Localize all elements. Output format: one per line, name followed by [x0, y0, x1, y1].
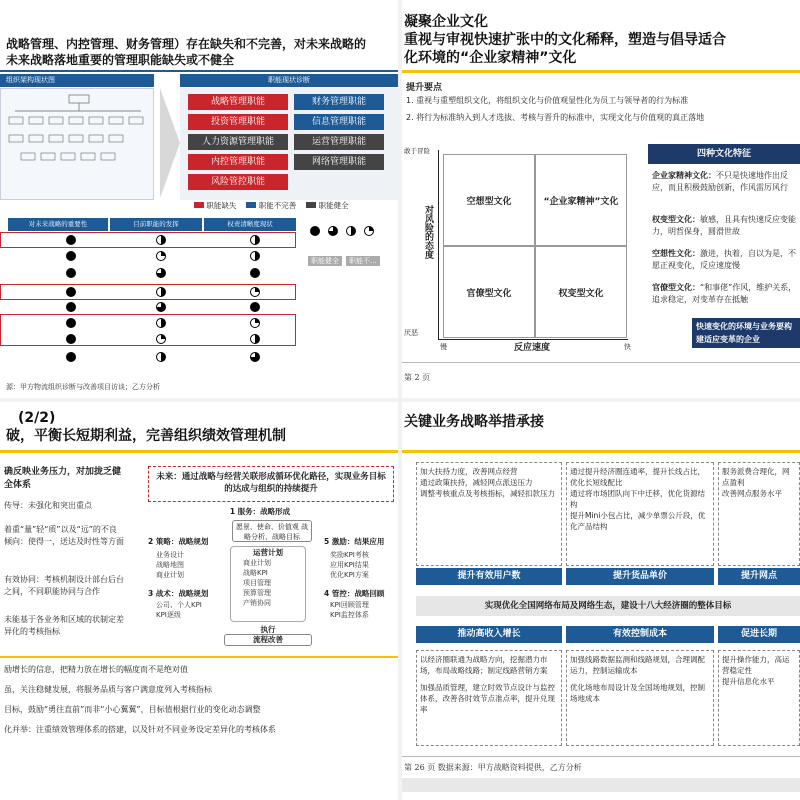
col2-item-3: 提升Mini小包占比，减少单票公斤段，优化产品结构 — [570, 511, 706, 531]
goal-cost: 有效控制成本 — [566, 626, 714, 643]
goal-unit-price: 提升货品单价 — [566, 568, 714, 585]
page-number: 第 2 页 — [404, 373, 431, 382]
func-strategy: 战略管理职能 — [188, 94, 288, 110]
slide-number: (2/2) — [18, 410, 56, 426]
org-chart — [0, 88, 154, 200]
func-finance: 财务管理职能 — [294, 94, 384, 110]
col5-item-2: 优化场地布局设计及全国场地规划，控制场地成本 — [570, 683, 705, 703]
col2-item-1: 通过提升经济圈连通率，提升长线占比，优化长短线配比 — [570, 467, 705, 487]
col-header-importance: 对未来战略的重要性 — [8, 218, 108, 231]
right-item-1: 奖励KPI考核 — [330, 551, 369, 559]
col1-item-2: 通过政策扶持，减轻网点派送压力 — [420, 478, 533, 487]
quadrant-entrepreneur: “企业家精神”文化 — [535, 154, 627, 246]
ops-item-1: 商业计划 — [243, 559, 271, 567]
quadrant-idealist: 空想型文化 — [443, 154, 535, 246]
mgmt-item-1: KPI回顾管理 — [330, 601, 369, 609]
trait-bureaucratic-desc: “和事佬”作风，维护关系，追求稳定，对变革存在抵触 — [652, 283, 797, 304]
bottom-item-1: 公司、个人KPI — [156, 601, 202, 609]
ops-item-3: 项目管理 — [243, 579, 271, 587]
left-item-1: 业务设计 — [156, 551, 184, 559]
process-improve-box: 流程改善 — [224, 634, 312, 646]
execute-label: 执行 — [260, 625, 276, 634]
bottom-item-2: KPI逐级 — [156, 611, 181, 619]
issue-2: 着重“量”轻“质”以及“远”的不良倾向：使得一，送达及时性等方面 — [4, 525, 124, 546]
current-header: 确反映业务压力，对加拢乏健全体系 — [4, 467, 122, 490]
trait-entrepreneur-title: 企业家精神文化： — [652, 171, 716, 180]
slide-title: 关键业务战略举措承接 — [404, 414, 544, 430]
right-item-2: 应用KPI结果 — [330, 561, 369, 569]
slide-title-line1: 凝聚企业文化 — [404, 14, 488, 30]
slide-title-line3: 化环境的“企业家精神”文化 — [404, 50, 577, 66]
col1-item-1: 加大扶持力度，改善网点经营 — [420, 467, 518, 476]
slide-performance — [0, 402, 398, 800]
col-header-current: 目前职能的发挥 — [110, 218, 202, 231]
initiative-col-5 — [566, 650, 714, 746]
trait-bureaucratic-title: 官僚型文化： — [652, 283, 700, 292]
step-3: 3 战术：战略规划 — [148, 589, 209, 598]
goal-longterm: 促进长期 — [718, 626, 800, 643]
slide-functional-diagnosis — [0, 0, 398, 398]
measure-3: 目标，鼓励“勇往直前”而非“小心翼翼”，目标值根据行业的变化动态调整 — [4, 705, 261, 714]
trait-bureaucratic — [652, 282, 800, 306]
step-1: 1 服务：战略形成 — [229, 507, 291, 516]
issue-1: 传导：未强化和突出重点 — [4, 501, 92, 510]
initiative-col-2 — [566, 462, 714, 566]
legend-incomplete: 职能不完善 — [258, 201, 297, 210]
col-header-clarity: 权责清晰度现状 — [204, 218, 296, 231]
legend-missing: 职能缺失 — [206, 201, 237, 210]
trait-idealist-desc: 激进，执着，自以为是，不愿正视变化，反应速度慢 — [652, 249, 796, 270]
title-rule — [0, 450, 398, 453]
section-rule — [0, 656, 398, 658]
harvey-legend-2 — [308, 256, 380, 266]
trait-entrepreneur-desc: 不只是快速地作出反应，而且积极鼓励创新，作风雷厉风行 — [652, 171, 788, 192]
y-axis-top: 敢于冒险 — [404, 147, 430, 155]
slide-title-line2: 未来战略落地重要的管理职能缺失或不健全 — [6, 53, 235, 67]
bottom-band — [402, 778, 800, 792]
col3-item-1: 服务派费合理化，网点盈利 — [722, 467, 790, 487]
initiative-col-4 — [416, 650, 562, 746]
slide-title-line1: 战略管理、内控管理、财务管理）存在缺失和不完善，对未来战略的 — [6, 37, 367, 51]
y-axis-label: 对风险的态度 — [423, 205, 433, 259]
future-box: 未来：通过战略与经营关联形成循环优化路径，实现业务目标的达成与组织的持续提升 — [148, 466, 394, 502]
ops-plan-box — [230, 546, 306, 622]
function-grid — [180, 88, 398, 200]
conclusion-box: 快速变化的环境与业务要构建适应变革的企业 — [692, 318, 800, 348]
func-control: 内控管理职能 — [188, 154, 288, 170]
x-axis-left: 慢 — [440, 343, 447, 351]
trait-idealist — [652, 248, 800, 272]
trait-entrepreneur — [652, 170, 800, 194]
col6-item-2: 提升信息化水平 — [722, 677, 775, 686]
initiative-col-1 — [416, 462, 562, 566]
trait-contingent-desc: 敏感，且具有快速反应变能力，明哲保身，圆滑世故 — [652, 215, 796, 236]
step-2: 2 策略：战略规划 — [148, 537, 209, 546]
legend2-incomplete: 职能不... — [346, 256, 380, 266]
footer-source: 第 26 页 数据来源：甲方战略资料提供，乙方分析 — [404, 763, 582, 772]
goal-revenue: 推动高收入增长 — [416, 626, 562, 643]
func-investment: 投资管理职能 — [188, 114, 288, 130]
trait-idealist-title: 空想性文化： — [652, 249, 700, 258]
point-2: 2. 将行为标准纳入到人才选拔、考核与晋升的标准中，实现文化与价值观的真正落地 — [406, 113, 705, 122]
slide-title: 破，平衡长短期利益，完善组织绩效管理机制 — [6, 428, 286, 444]
arrow-shape — [160, 88, 180, 198]
points-header: 提升要点 — [406, 83, 443, 93]
col4-item-2: 加强品质管理，建立时效节点设计与监控体系，改善各时效节点准点率，提升兑现率 — [420, 683, 555, 714]
ops-plan-title: 运营计划 — [253, 548, 283, 557]
col3-item-2: 改善网点服务水平 — [722, 489, 782, 498]
org-chart-header: 组织架构现状图 — [0, 74, 154, 87]
title-rule — [0, 70, 398, 72]
col4-item-1: 以经济圈联通为战略方向，挖掘潜力市场，布局战略线路；制定线路营销方案 — [420, 655, 548, 675]
initiative-col-6 — [718, 650, 800, 746]
issue-4: 未能基于各业务和区域的状制定差异化的考核指标 — [4, 615, 124, 636]
x-axis-right: 快 — [624, 343, 631, 351]
left-item-2: 战略地图 — [156, 561, 184, 569]
footer-rule — [402, 362, 800, 363]
ops-item-5: 产销协同 — [243, 599, 271, 607]
footer-source: 源：甲方物流组织诊断与改善项目访谈；乙方分析 — [6, 383, 160, 391]
func-info: 信息管理职能 — [294, 114, 384, 130]
harvey-legend-1 — [308, 226, 398, 240]
footer-rule — [402, 756, 800, 757]
issue-3: 有效协同：考核机制设计部台后台之间，不同职能协同与合作 — [4, 575, 124, 596]
measure-4: 化并举：注重绩效管理体系的搭建，以及针对不同业务设定差异化的考核体系 — [4, 725, 276, 734]
cycle-diagram — [148, 506, 394, 646]
title-rule — [402, 450, 800, 453]
goal-network: 提升网点 — [718, 568, 800, 585]
mgmt-item-2: KPI监控体系 — [330, 611, 369, 619]
quadrant-contingent: 权变型文化 — [535, 246, 627, 338]
col2-item-2: 通过将市场团队向下中迁移，优化货源结构 — [570, 489, 705, 509]
y-axis-bottom: 厌恶 — [404, 329, 418, 337]
step-5: 5 激励：结果应用 — [324, 537, 385, 546]
function-legend — [194, 200, 349, 211]
func-hr: 人力资源管理职能 — [188, 134, 288, 150]
x-axis-label: 反应速度 — [514, 343, 551, 353]
harvey-table — [0, 232, 300, 374]
step-4: 4 管控：战略回顾 — [324, 589, 385, 598]
legend-healthy: 职能健全 — [318, 201, 349, 210]
col1-item-3: 调整考核重点及考核指标，减轻扣款压力 — [420, 489, 555, 498]
overall-goal-banner: 实现优化全国网络布局及网络生态，建设十八大经济圈的整体目标 — [416, 596, 800, 616]
trait-contingent-title: 权变型文化： — [652, 215, 700, 224]
ops-item-2: 战略KPI — [243, 569, 268, 577]
col6-item-1: 提升操作能力，高运营稳定性 — [722, 655, 790, 675]
measure-1: 励增长的信息，把精力放在增长的幅度而不是绝对值 — [4, 665, 188, 674]
title-rule — [402, 70, 800, 73]
quadrant-bureaucratic: 官僚型文化 — [443, 246, 535, 338]
trait-contingent — [652, 214, 800, 238]
legend2-healthy: 职能健全 — [308, 256, 342, 266]
measure-2: 虽，关注稳健发展，将服务品质与客户满意度列入考核指标 — [4, 685, 212, 694]
slide-title-line2: 重视与审视快速扩张中的文化稀释，塑造与倡导适合 — [404, 32, 726, 48]
left-item-3: 商业计划 — [156, 571, 184, 579]
vision-box: 愿景、使命、价值观 战略分析、战略目标 — [232, 520, 312, 542]
org-chart-diagram — [1, 89, 155, 201]
func-network: 网络管理职能 — [294, 154, 384, 170]
slide-culture — [402, 0, 800, 398]
col5-item-1: 加强线路数据监测和线路规划，合理调配运力，控制运输成本 — [570, 655, 705, 675]
initiative-col-3 — [718, 462, 800, 566]
ops-item-4: 预算管理 — [243, 589, 271, 597]
culture-matrix — [438, 150, 628, 340]
diagnosis-header: 职能现状诊断 — [180, 74, 398, 87]
func-risk: 风险管控职能 — [188, 174, 288, 190]
point-1: 1. 重视与重塑组织文化，将组织文化与价值观显性化为员工与领导者的行为标准 — [406, 96, 689, 105]
right-item-3: 优化KPI方案 — [330, 571, 369, 579]
goal-active-users: 提升有效用户数 — [416, 568, 562, 585]
func-ops: 运营管理职能 — [294, 134, 384, 150]
slide-strategic-initiatives — [402, 402, 800, 800]
traits-header: 四种文化特征 — [648, 144, 800, 164]
